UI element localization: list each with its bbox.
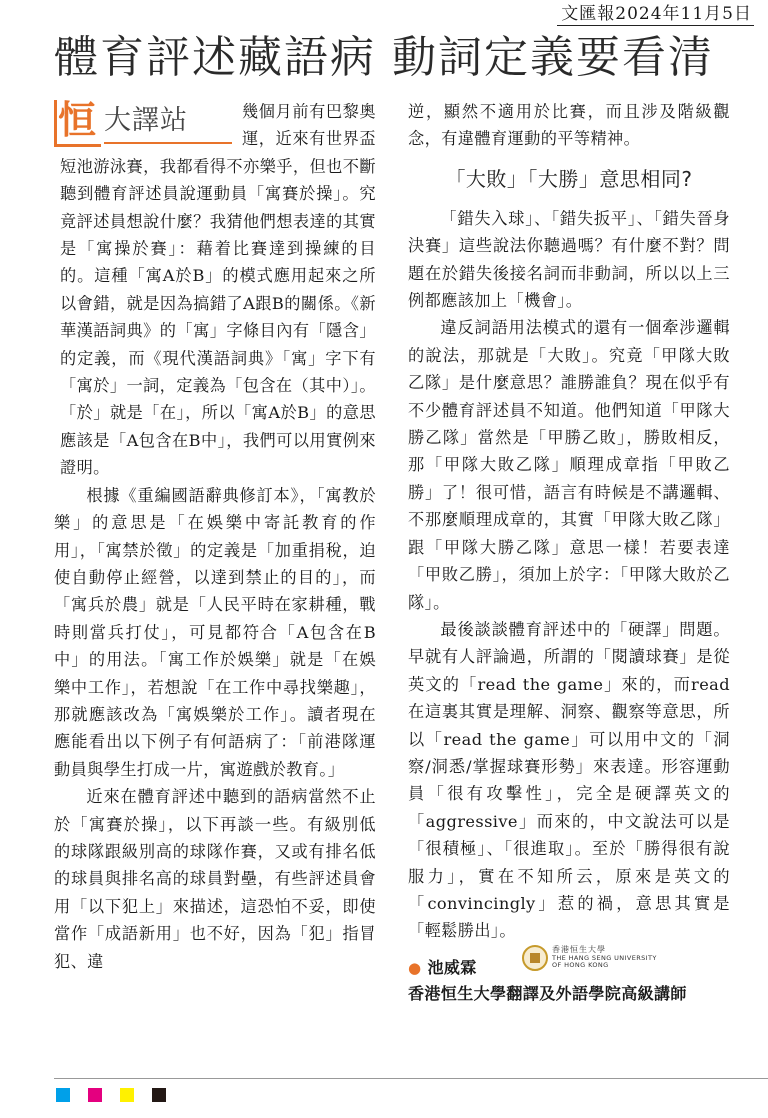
author-title: 香港恒生大學翻譯及外語學院高級講師 bbox=[408, 983, 687, 1003]
university-logo bbox=[522, 944, 657, 977]
article-column-left bbox=[54, 98, 376, 975]
author-name: 池威霖 bbox=[427, 957, 477, 977]
column-logo-sub: 大譯站 bbox=[104, 105, 188, 136]
cyan-registration-swatch bbox=[56, 1088, 70, 1102]
logo-underline bbox=[104, 142, 232, 144]
subheading: 「大敗」「大勝」意思相同? bbox=[445, 166, 693, 191]
masthead-date: 文匯報2024年11月5日 bbox=[557, 4, 754, 26]
university-name-zh: 香港恒生大學 bbox=[552, 944, 606, 954]
paragraph: 近來在體育評述中聽到的語病當然不止於「寓賽於操」，以下再談一些。有級別低的球隊跟級別高的球隊作賽，又或有排名低的球員與排名高的球員對壘，有些評述員會用「以下犯上」來描述，這恐怕不妥，即使當作「成語新用」也不好，因為「犯」指冒犯、違 bbox=[54, 787, 376, 971]
magenta-registration-swatch bbox=[88, 1088, 102, 1102]
paragraph: 違反詞語用法模式的還有一個牽涉邏輯的說法，那就是「大敗」。究竟「甲隊大敗乙隊」是什麼意思？誰勝誰負？現在似乎有不少體育評述員不知道。他們知道「甲隊大勝乙隊」當然是「甲勝乙敗」，勝敗相反，那「甲隊大敗乙隊」順理成章指「甲敗乙勝」了！很可惜，語言有時候是不講邏輯、不那麼順理成章的，其實「甲隊大敗乙隊」跟「甲隊大勝乙隊」意思一樣！若要表達「甲敗乙勝」，須加上於字：「甲隊大敗於乙隊」。 bbox=[408, 318, 730, 612]
university-name-en: THE HANG SENG UNIVERSITY bbox=[552, 953, 657, 962]
paragraph-continuation: 逆，顯然不適用於比賽，而且涉及階級觀念，有違體育運動的平等精神。 bbox=[408, 102, 730, 149]
yellow-registration-swatch bbox=[120, 1088, 134, 1102]
column-logo bbox=[54, 98, 232, 148]
university-name-en-2: OF HONG KONG bbox=[552, 960, 609, 969]
paragraph: 幾個月前有巴黎奧運，近來有世界盃短池游泳賽，我都看得不亦樂乎，但也不斷聽到體育評述員說運動員「寓賽於操」。究竟評述員想說什麼？我猜他們想表達的其實是「寓操於賽」：藉着比賽達到操練的目的。這種「寓A於B」的模式應用起來之所以會錯，就是因為搞錯了A跟B的關係。《新華漢語詞典》的「寓」字條目內有「隱含」的定義，而《現代漢語詞典》「寓」字下有「寓於」一詞，定義為「包含在（其中）」。「於」就是「在」，所以「寓A於B」的意思應該是「A包含在B中」，我們可以用實例來證明。 bbox=[60, 102, 376, 478]
black-registration-swatch bbox=[152, 1088, 166, 1102]
headline: 體育評述藏語病 動詞定義要看清 bbox=[54, 32, 714, 83]
paragraph: 「錯失入球」、「錯失扳平」、「錯失晉身決賽」這些說法你聽過嗎？有什麼不對？問題在於錯失後接名詞而非動詞，所以以上三例都應該加上「機會」。 bbox=[408, 208, 730, 311]
byline bbox=[408, 944, 730, 1007]
bullet-dot-icon: ● bbox=[408, 958, 422, 977]
paragraph: 最後談談體育評述中的「硬譯」問題。早就有人評論過，所謂的「閱讀球賽」是從英文的「read the game」來的，而read在這裏其實是理解、洞察、觀察等意思，所以「read the game」可以用中文的「洞察/洞悉/掌握球賽形勢」來表達。形容運動員「很有攻擊性」，完全是硬譯英文的「aggressive」而來的，中文說法可以是「很積極」、「很進取」。至於「勝得很有說服力」，實在不知所云，原來是英文的「convincingly」惹的禍，意思其實是「輕鬆勝出」。 bbox=[408, 619, 730, 941]
paragraph: 根據《重編國語辭典修訂本》，「寓教於樂」的意思是「在娛樂中寄託教育的作用」，「寓禁於徵」的定義是「加重捐稅，迫使自動停止經營，以達到禁止的目的」，而「寓兵於農」就是「人民平時在家耕種，戰時則當兵打仗」，可見都符合「A包含在B中」的用法。「寓工作於娛樂」就是「在娛樂中工作」，若想說「在工作中尋找樂趣」，那就應該改為「寓娛樂於工作」。讀者現在應能看出以下例子有何語病了：「前港隊運動員與學生打成一片，寓遊戲於教育。」 bbox=[54, 485, 376, 779]
article-column-right bbox=[408, 98, 730, 1007]
footer-rule bbox=[54, 1078, 768, 1079]
column-logo-main: 恒 bbox=[58, 97, 97, 142]
university-emblem-icon bbox=[522, 945, 548, 971]
